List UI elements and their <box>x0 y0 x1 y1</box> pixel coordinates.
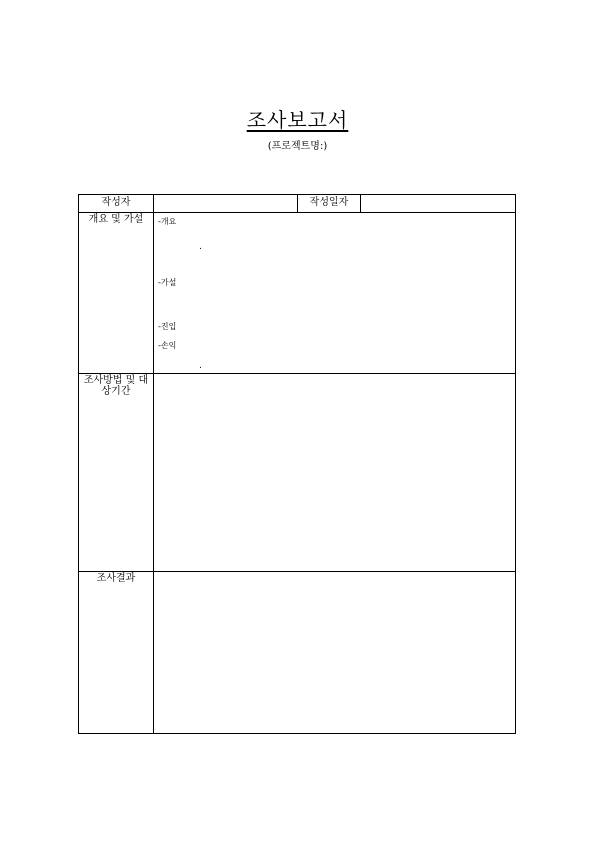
author-label: 작성자 <box>101 197 131 208</box>
results-label: 조사결과 <box>96 573 136 584</box>
entry-item-label: -진입 <box>158 322 177 331</box>
row-divider-method <box>79 571 515 572</box>
overview-hypothesis-label: 개요 및 가설 <box>88 214 144 225</box>
date-label: 작성일자 <box>309 197 349 208</box>
document-title: 조사보고서 <box>246 108 349 132</box>
date-field[interactable] <box>361 197 515 210</box>
results-content[interactable] <box>155 573 513 731</box>
method-period-label: 조사방법 및 대상기간 <box>83 375 149 397</box>
project-name-subtitle: (프로젝트명:) <box>267 141 328 152</box>
row-divider-header <box>79 212 515 213</box>
label-column-divider <box>153 195 154 733</box>
author-field[interactable] <box>154 197 297 210</box>
overview-item-note: . <box>199 242 202 252</box>
hypothesis-item-label: -가설 <box>158 278 177 287</box>
report-table <box>78 194 516 734</box>
row-divider-overview <box>79 373 515 374</box>
profit-loss-item-note: . <box>199 361 202 371</box>
profit-loss-item-label: -손익 <box>158 341 177 350</box>
method-period-content[interactable] <box>155 375 513 569</box>
overview-item-label: -개요 <box>158 217 177 226</box>
